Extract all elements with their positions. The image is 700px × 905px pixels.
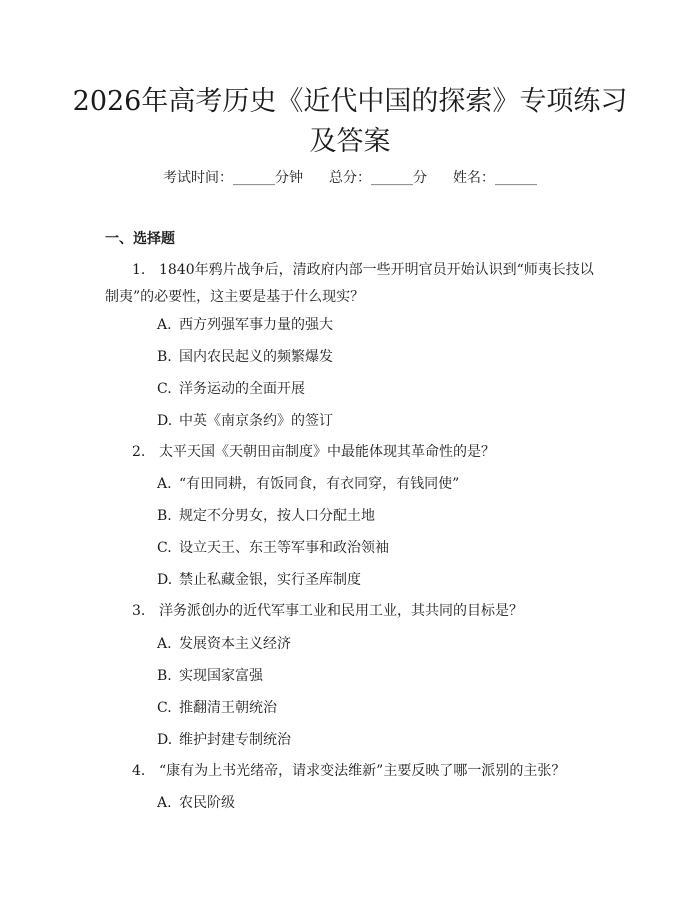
total-score-field: 总分：______分	[329, 170, 427, 186]
option-2a	[157, 474, 597, 494]
question-number: 1.	[132, 262, 146, 278]
option-text: 推翻清王朝统治	[179, 700, 277, 716]
option-label: B.	[157, 349, 172, 365]
option-text: “有田同耕，有饭同食，有衣同穿，有钱同使”	[179, 476, 460, 492]
question-number: 4.	[132, 763, 146, 779]
option-text: 实现国家富强	[179, 668, 263, 684]
question-3	[105, 598, 600, 625]
option-2b	[157, 506, 597, 526]
option-label: B.	[157, 508, 172, 524]
option-3b	[157, 666, 597, 686]
question-number: 3.	[132, 603, 146, 619]
option-text: 发展资本主义经济	[179, 636, 291, 652]
option-2d	[157, 570, 597, 590]
option-text: 西方列强军事力量的强大	[179, 317, 333, 333]
question-4	[105, 758, 600, 785]
question-2	[105, 439, 600, 466]
option-label: A.	[157, 317, 172, 333]
option-1d	[157, 411, 597, 431]
option-3a	[157, 634, 597, 654]
option-2c	[157, 538, 597, 558]
student-name-field: 姓名：______	[453, 170, 537, 186]
section-heading: 一、选择题	[105, 231, 175, 247]
option-label: C.	[157, 540, 172, 556]
option-text: 洋务运动的全面开展	[179, 381, 305, 397]
option-text: 维护封建专制统治	[179, 732, 291, 748]
option-text: 禁止私藏金银，实行圣库制度	[179, 572, 361, 588]
option-label: B.	[157, 668, 172, 684]
option-label: A.	[157, 795, 172, 811]
option-label: D.	[157, 572, 173, 588]
option-text: 设立天王、东王等军事和政治领袖	[179, 540, 389, 556]
question-text: 洋务派创办的近代军事工业和民用工业，其共同的目标是？	[159, 603, 523, 619]
option-label: A.	[157, 476, 172, 492]
option-3d	[157, 730, 597, 750]
question-text: 太平天国《天朝田亩制度》中最能体现其革命性的是？	[159, 444, 495, 460]
question-1	[105, 257, 600, 311]
option-text: 中英《南京条约》的签订	[179, 413, 333, 429]
option-1a	[157, 315, 597, 335]
exam-time-field: 考试时间：______分钟	[163, 170, 303, 186]
option-label: C.	[157, 381, 172, 397]
document-title: 2026年高考历史《近代中国的探索》专项练习及答案	[72, 86, 628, 157]
question-text: “康有为上书光绪帝，请求变法维新”主要反映了哪一派别的主张？	[159, 763, 566, 779]
option-label: A.	[157, 636, 172, 652]
option-4a	[157, 793, 597, 813]
option-label: D.	[157, 413, 173, 429]
option-text: 规定不分男女，按人口分配土地	[179, 508, 375, 524]
option-1c	[157, 379, 597, 399]
option-label: D.	[157, 732, 173, 748]
question-text: 1840年鸦片战争后，清政府内部一些开明官员开始认识到“师夷长技以制夷”的必要性，这主要是基于什么现实？	[105, 262, 594, 305]
question-number: 2.	[132, 444, 146, 460]
option-label: C.	[157, 700, 172, 716]
option-text: 农民阶级	[179, 795, 235, 811]
exam-meta	[0, 168, 700, 188]
option-3c	[157, 698, 597, 718]
option-text: 国内农民起义的频繁爆发	[179, 349, 333, 365]
option-1b	[157, 347, 597, 367]
